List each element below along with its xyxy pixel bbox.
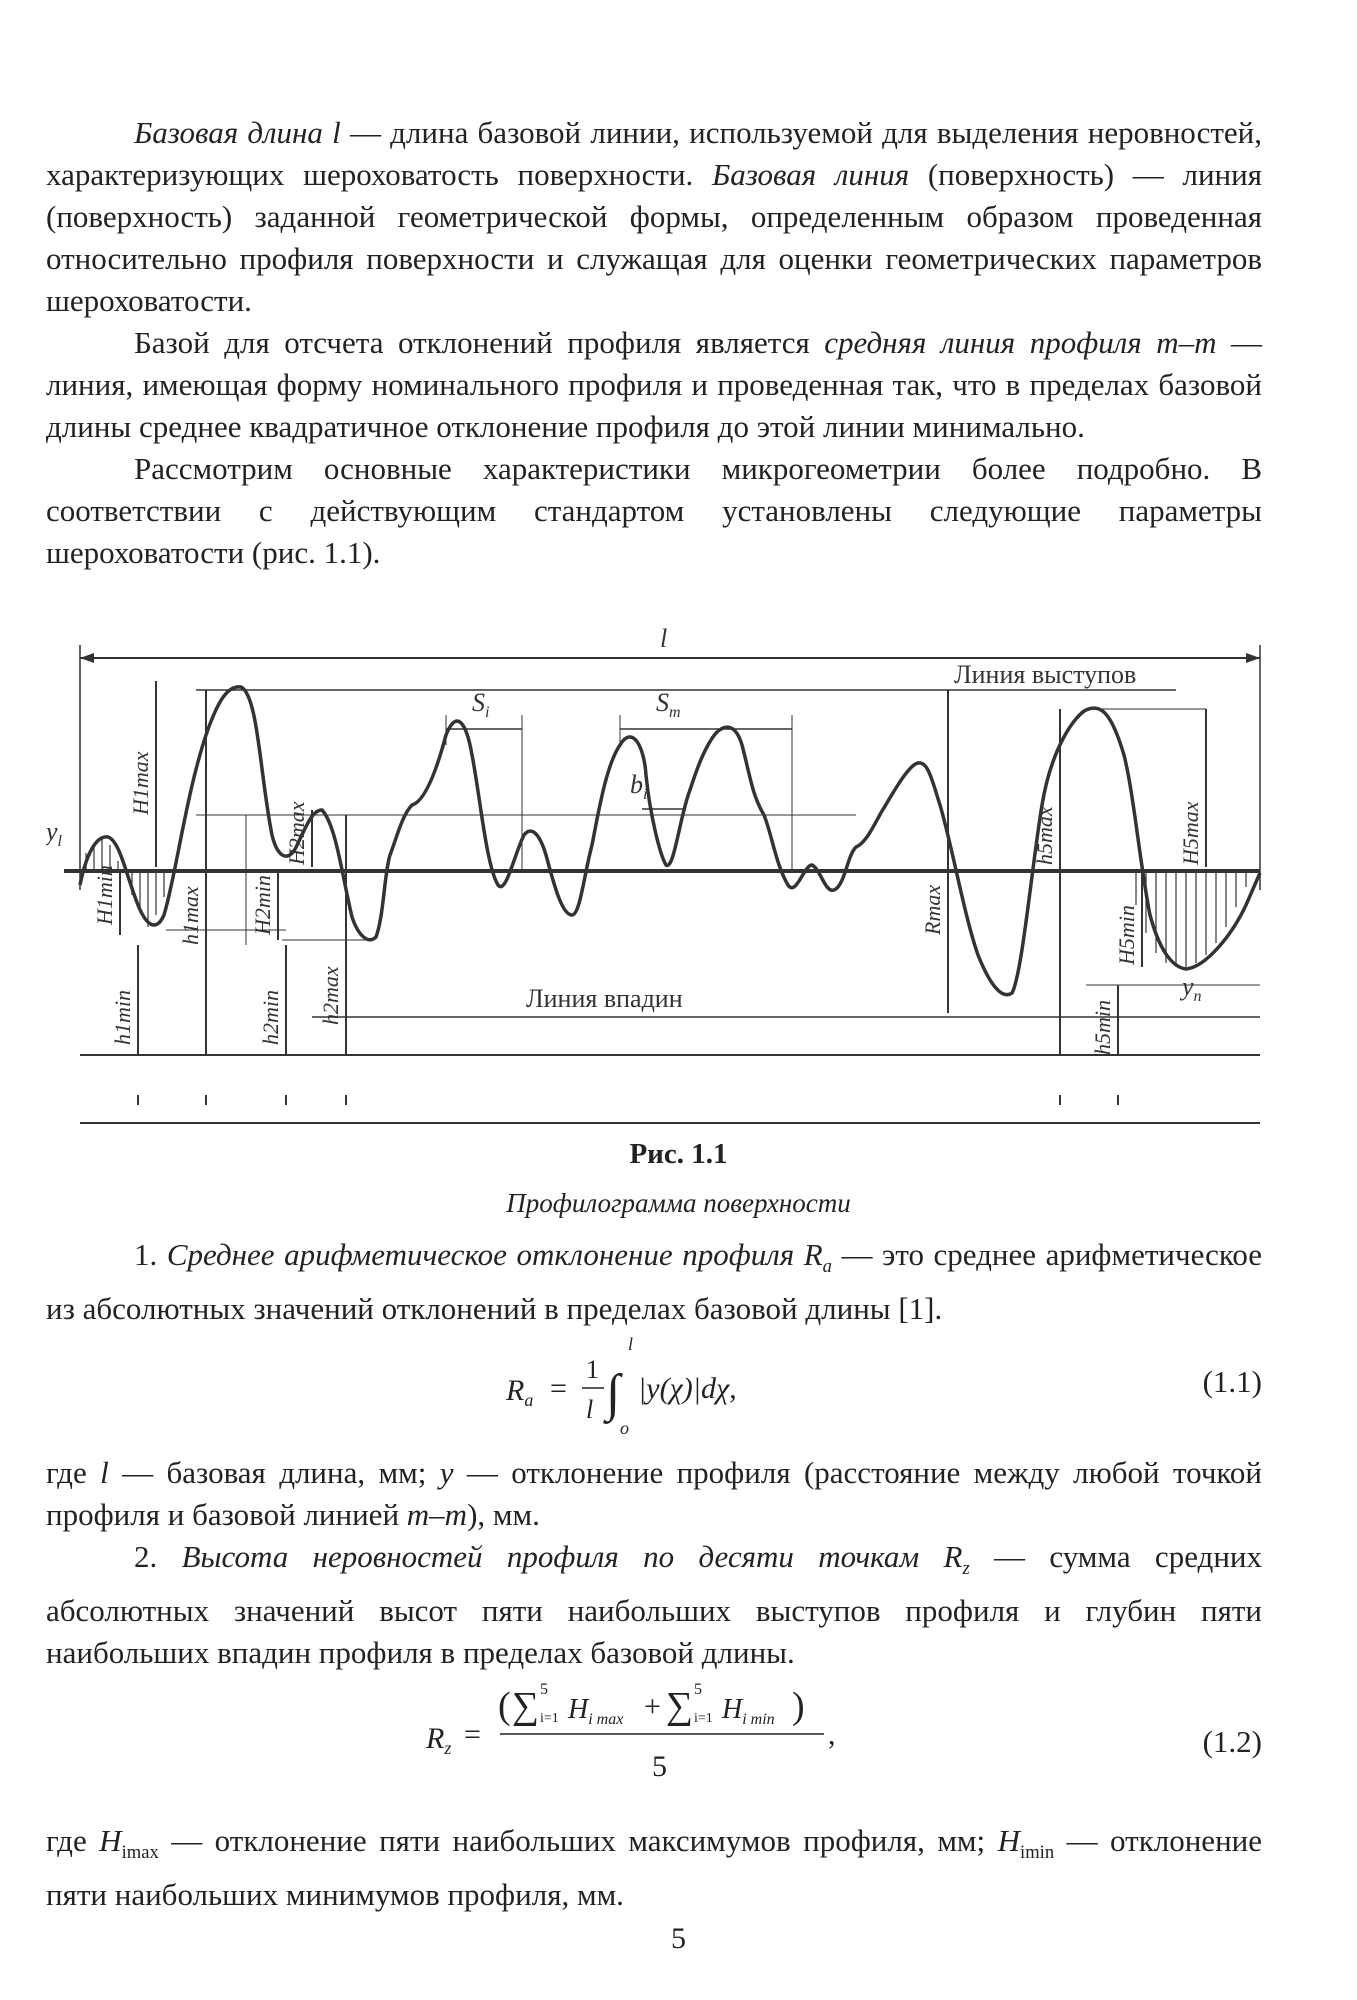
label-h5min: h5min (1090, 1000, 1115, 1055)
label-peak-line: Линия выступов (954, 660, 1137, 689)
w2-H1: H (99, 1823, 122, 1858)
label-H1max: H1max (128, 751, 153, 815)
p1-text-2: (поверхность) — линия (поверхность) заданной геометрической формы, определенным образом проведенная относительно профиля поверхности и служащая для оценки геометрических параметров шероховатости. (46, 157, 1262, 318)
f2-rparen: ) (792, 1685, 805, 1727)
arrow-head-right (1246, 653, 1260, 663)
term-base-length: Базовая длина l (134, 115, 341, 150)
w2-t3: — отклонение пяти наибольших минимумов профиля, мм. (46, 1823, 1263, 1913)
label-valley-line: Линия впадин (526, 984, 683, 1013)
f2-lparen: ( (498, 1685, 511, 1727)
w2-t1: где (46, 1823, 100, 1858)
arrow-head-left (80, 653, 94, 663)
label-H1min: H1min (92, 865, 117, 925)
f2-H2: $H_{i min}$ (722, 1694, 775, 1728)
formula-1-1 (46, 1330, 1262, 1440)
formula-1-2-svg (46, 1670, 1262, 1800)
f1-lower: o (620, 1418, 629, 1438)
f1-lhs: $R_a$ (506, 1374, 534, 1410)
label-yn: $y_n$ (1182, 972, 1202, 1005)
profilogram-figure (46, 615, 1262, 1140)
item-2-paragraph (46, 1536, 1262, 1674)
profile-curve (80, 687, 1260, 995)
item-2-term-sub: z (962, 1558, 970, 1580)
f2-sup1: 5 (540, 1681, 548, 1698)
paragraph-3: Рассмотрим основные характеристики микрогеометрии более подробно. В соответствии с действующим стандартом установлены следующие параметры шероховатости (рис. 1.1). (46, 451, 1262, 570)
term-base-line: Базовая линия (712, 157, 910, 192)
item-1-term-sub: a (822, 1256, 832, 1278)
label-H5max: H5max (1178, 801, 1203, 865)
where-2-paragraph (46, 1820, 1262, 1916)
figure-caption-title: Рис. 1.1 (629, 1138, 728, 1170)
item-1 (46, 1234, 1262, 1330)
f1-body: |y(χ)|dχ, (638, 1372, 737, 1405)
p2-text-1: Базой для отсчета отклонений профиля является (134, 325, 825, 360)
f2-den: 5 (652, 1750, 667, 1783)
label-H2min: H2min (250, 875, 275, 935)
w1-t3: — отклонение профиля (расстояние между любой точкой профиля и базовой линией (46, 1455, 1263, 1532)
item-2 (46, 1536, 1262, 1674)
item-1-term: Среднее арифметическое отклонение профиля R (166, 1237, 823, 1272)
label-Sm: $S_m$ (656, 688, 681, 721)
label-H5min: H5min (1114, 905, 1139, 965)
w1-t1: где (46, 1455, 101, 1490)
item-1-text: — это среднее арифметическое из абсолютных значений отклонений в пределах базовой длины [1]. (46, 1237, 1263, 1327)
label-Si: $S_i$ (472, 688, 490, 721)
figure-caption-subtitle: Профилограмма поверхности (506, 1188, 851, 1218)
label-h2max: h2max (318, 966, 343, 1025)
w2-t2: — отклонение пяти наибольших максимумов профиля, мм; (158, 1823, 998, 1858)
f2-comma: , (828, 1718, 836, 1751)
label-l: l (660, 624, 668, 653)
w1-t4: ), мм. (467, 1497, 540, 1532)
w1-t2: — базовая длина, мм; (108, 1455, 440, 1490)
f2-eq: = (464, 1718, 481, 1751)
item-2-number: 2. (134, 1539, 182, 1574)
w1-mm: m–m (406, 1497, 468, 1532)
f2-sum2: ∑ (666, 1685, 694, 1727)
f2-plus: + (644, 1690, 661, 1723)
f1-l: l (586, 1395, 594, 1424)
paragraph-1 (46, 112, 1262, 322)
item-1-paragraph (46, 1234, 1262, 1330)
f2-number: (1.2) (1202, 1724, 1262, 1759)
label-h5max: h5max (1032, 806, 1057, 865)
where-1 (46, 1452, 1262, 1536)
f1-eq: = (550, 1372, 567, 1405)
where-1-paragraph (46, 1452, 1262, 1536)
w1-l: l (100, 1455, 109, 1490)
f2-lhs: $R_z$ (426, 1722, 452, 1758)
label-bi: $b_i$ (630, 770, 648, 803)
w2-H1-sub: imax (121, 1842, 159, 1864)
label-h1max: h1max (178, 886, 203, 945)
bottom-marks (138, 1095, 1118, 1105)
f1-one: 1 (586, 1355, 599, 1384)
f2-sup2: 5 (694, 1681, 702, 1698)
w2-H2: H (997, 1823, 1021, 1858)
f1-number: (1.1) (1202, 1364, 1262, 1399)
label-h2min: h2min (258, 990, 283, 1045)
w1-y: y (439, 1455, 454, 1490)
w2-H2-sub: imin (1020, 1842, 1055, 1864)
label-yl: $y_l$ (46, 817, 62, 850)
f1-upper: l (628, 1334, 634, 1354)
label-H2max: H2max (284, 801, 309, 865)
f2-H1: $H_{i max}$ (568, 1694, 624, 1728)
item-1-number: 1. (134, 1237, 167, 1272)
f2-sub1: i=1 (540, 1711, 559, 1726)
where-2 (46, 1820, 1262, 1916)
f2-sub2: i=1 (694, 1711, 713, 1726)
item-2-text: — сумма средних абсолютных значений высот пяти наибольших выступов профиля и глубин пяти наибольших впадин профиля в пределах базовой длины. (46, 1539, 1262, 1671)
paragraph-2 (46, 322, 1262, 448)
formula-1-2 (46, 1670, 1262, 1800)
term-mean-line: средняя линия профиля m–m (824, 325, 1217, 360)
p1-text-1: — длина базовой линии, используемой для выделения неровностей, характеризующих шероховатость поверхности. (46, 115, 1262, 192)
page-number: 5 (671, 1922, 686, 1955)
intro-text (46, 112, 1262, 574)
item-2-term: Высота неровностей профиля по десяти точкам R (181, 1539, 963, 1574)
f1-integral: ∫ (606, 1365, 621, 1422)
f2-sum1: ∑ (512, 1685, 540, 1727)
p2-text-2: — линия, имеющая форму номинального профиля и проведенная так, что в пределах базовой длины среднее квадратичное отклонение профиля до этой линии минимально. (46, 325, 1262, 444)
label-Rmax: Rmax (920, 884, 945, 935)
formula-1-1-svg (46, 1330, 1262, 1440)
label-h1min: h1min (110, 990, 135, 1045)
